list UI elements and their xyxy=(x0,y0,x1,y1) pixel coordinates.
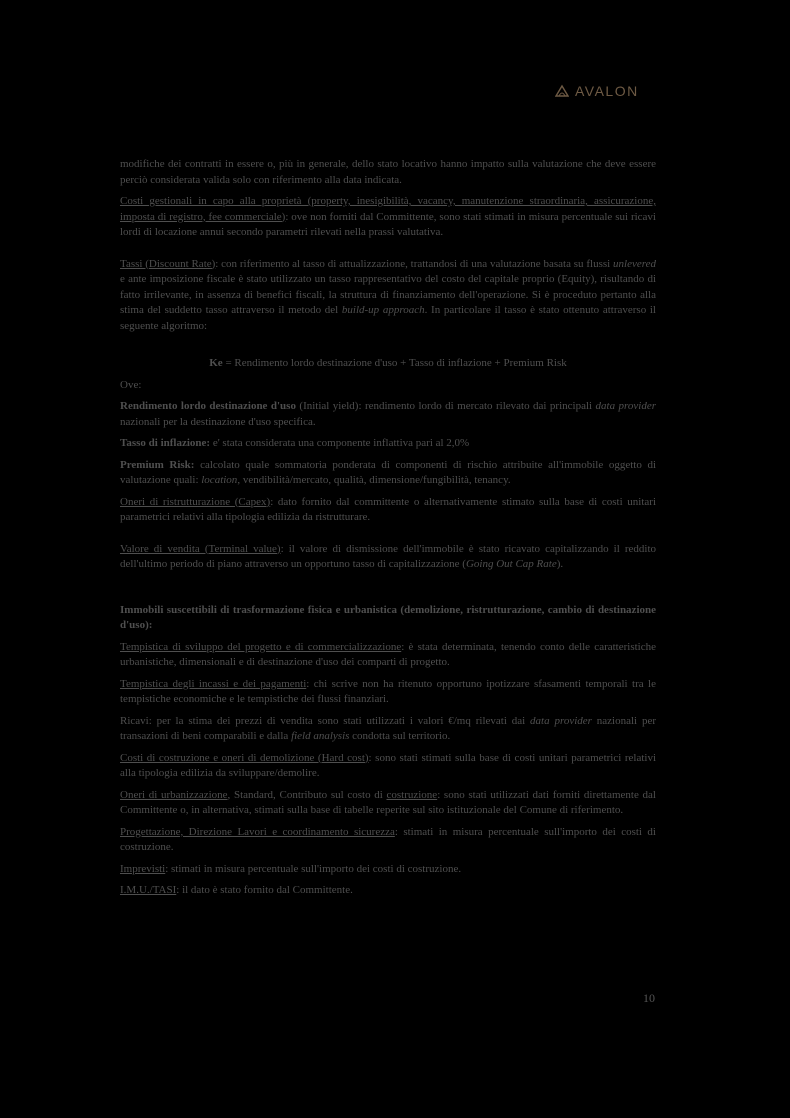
term-label: Progettazione, Direzione Lavori e coordinamento sicurezza xyxy=(120,825,395,838)
paragraph-oneri-urbanizzazione xyxy=(120,788,656,819)
term-text: : il dato è stato fornito dal Committente. xyxy=(176,884,353,896)
term-label: Costi di costruzione e oneri di demolizione (Hard cost) xyxy=(120,751,369,764)
term-italic: field analysis xyxy=(291,730,350,742)
term-text: e ante imposizione fiscale è stato utilizzato un tasso rappresentativo del costo del capitale proprio (Equity), risultando di fatto irrilevante, in assenza di benefici fiscali, la struttura di finanziamento dell'operazione. Si è proceduto pertanto alla stima del suddetto tasso attraverso il metodo del xyxy=(120,273,656,316)
term-text: : sono stati utilizzati dati forniti direttamente dal Committente o, in alternativa, stimati sulla base di tabelle reperite sul sito istituzionale del Comune di riferimento. xyxy=(120,788,656,816)
term-text: nazionali per la destinazione d'uso specifica. xyxy=(120,415,316,428)
term-label: Tempistica di sviluppo del progetto e di commercializzazione xyxy=(120,640,402,653)
term-label: Premium Risk: xyxy=(120,458,195,471)
paragraph-tassi xyxy=(120,257,656,335)
term-text: . In particolare il tasso è stato ottenuto attraverso il seguente algoritmo: xyxy=(120,304,656,332)
page-number: 10 xyxy=(643,991,655,1005)
term-label: Imprevisti xyxy=(120,862,166,875)
term-label: Costi gestionali in capo alla proprietà (property, inesigibilità, vacancy, manutenzione straordinaria, assicurazione, imposta di registro, fee commerciale) xyxy=(120,195,656,223)
term-label: costruzione xyxy=(386,788,438,801)
document-body xyxy=(120,157,656,905)
logo-text: AVALON xyxy=(575,83,639,99)
paragraph-imprevisti xyxy=(120,862,656,878)
definition-premium-risk xyxy=(120,458,656,489)
paragraph-costi-gestionali xyxy=(120,194,656,241)
paragraph-terminal-value xyxy=(120,542,656,573)
term-text: Ricavi: per la stima dei prezzi di vendita sono stati utilizzati i valori €/mq rilevati dai xyxy=(120,714,531,727)
term-text: : con riferimento al tasso di attualizzazione, trattandosi di una valutazione basata su flussi xyxy=(215,257,614,270)
paragraph-ove xyxy=(120,378,656,394)
term-label: Oneri di ristrutturazione (Capex) xyxy=(120,495,271,508)
term-text: (Initial yield): rendimento lordo di mercato rilevato dai principali xyxy=(295,400,596,412)
term-text: : ove non forniti dal Committente, sono stati stimati in misura percentuale sui ricavi lordi di locazione annui secondo parametri rilevati nella prassi valutativa. xyxy=(120,210,656,238)
term-text: : chi scrive non ha ritenuto opportuno ipotizzare sfasamenti temporali tra le tempistiche economiche e le tempistiche dei flussi finanziari. xyxy=(120,677,656,705)
term-label: Rendimento lordo destinazione d'uso xyxy=(120,400,296,412)
term-italic: build-up approach xyxy=(341,304,425,316)
paragraph-costi-costruzione xyxy=(120,751,656,782)
paragraph-imu-tasi xyxy=(120,883,656,899)
term-text: : sono stati stimati sulla base di costi unitari parametrici relativi alla tipologia edilizia da sviluppare/demolire. xyxy=(120,751,657,779)
term-text: , vendibilità/mercato, qualità, dimensione/fungibilità, tenancy. xyxy=(237,474,511,486)
avalon-leaf-icon xyxy=(555,84,569,98)
term-text: : dato fornito dal committente o alternativamente stimato sulla base di costi unitari parametrici relativi alla tipologia edilizia da ristrutturare. xyxy=(120,495,656,523)
paragraph-progettazione xyxy=(120,825,656,856)
paragraph-intro xyxy=(120,157,656,188)
term-label: Valore di vendita (Terminal value) xyxy=(120,542,281,555)
term-text: : il valore di dismissione dell'immobile è stato ricavato capitalizzando il reddito dell'ultimo periodo di piano attraverso un opportuno tasso di capitalizzazione ( xyxy=(120,542,656,570)
paragraph-tempistica-incassi xyxy=(120,677,656,708)
term-label: I.M.U./TASI xyxy=(120,884,177,896)
term-italic: unlevered xyxy=(613,257,656,270)
term-label: Tassi (Discount Rate) xyxy=(120,257,216,270)
term-label: Oneri di urbanizzazione xyxy=(120,788,228,801)
term-italic: location xyxy=(201,474,238,486)
term-italic: Going Out Cap Rate xyxy=(465,558,557,570)
term-text: : è stata determinata, tenendo conto delle caratteristiche urbanistiche, dimensionali e di destinazione d'uso dei comparti di progetto. xyxy=(120,640,656,668)
formula-symbol: Ke xyxy=(209,357,223,369)
term-label: Tempistica degli incassi e dei pagamenti xyxy=(120,677,307,690)
term-text: calcolato quale sommatoria ponderata di componenti di rischio attribuite all'immobile oggetto di valutazione quali: xyxy=(120,458,656,486)
term-text: condotta sul territorio. xyxy=(349,730,451,742)
definition-inflazione xyxy=(120,436,656,452)
avalon-logo xyxy=(555,83,639,99)
paragraph-text: modifiche dei contratti in essere o, più in generale, dello stato locativo hanno impatto sulla valutazione che deve essere perciò considerata valida solo con riferimento alla data indicata. xyxy=(120,158,656,186)
paragraph-ricavi xyxy=(120,714,656,745)
term-text: e' stata considerata una componente inflattiva pari al 2,0% xyxy=(210,437,470,449)
paragraph-text: Ove: xyxy=(120,378,142,391)
term-label: Tasso di inflazione: xyxy=(120,437,211,449)
paragraph-tempistica-sviluppo xyxy=(120,640,656,671)
term-text: ). xyxy=(556,558,564,570)
term-text: : stimati in misura percentuale sull'importo dei costi di costruzione. xyxy=(165,862,462,875)
term-text: , Standard, Contributo sul costo di xyxy=(227,788,387,801)
formula-ke xyxy=(120,356,656,372)
term-italic: data provider xyxy=(595,400,657,412)
term-italic: data provider xyxy=(530,714,592,727)
term-text: nazionali per transazioni di beni comparabili e dalla xyxy=(120,714,656,742)
section-heading: Immobili suscettibili di trasformazione fisica e urbanistica (demolizione, ristrutturazione, cambio di destinazione d'uso): xyxy=(120,603,656,631)
paragraph-capex xyxy=(120,495,656,526)
definition-rendimento xyxy=(120,399,656,430)
term-text: : stimati in misura percentuale sull'importo dei costi di costruzione. xyxy=(120,825,656,853)
formula-text: = Rendimento lordo destinazione d'uso + Tasso di inflazione + Premium Risk xyxy=(222,357,567,369)
